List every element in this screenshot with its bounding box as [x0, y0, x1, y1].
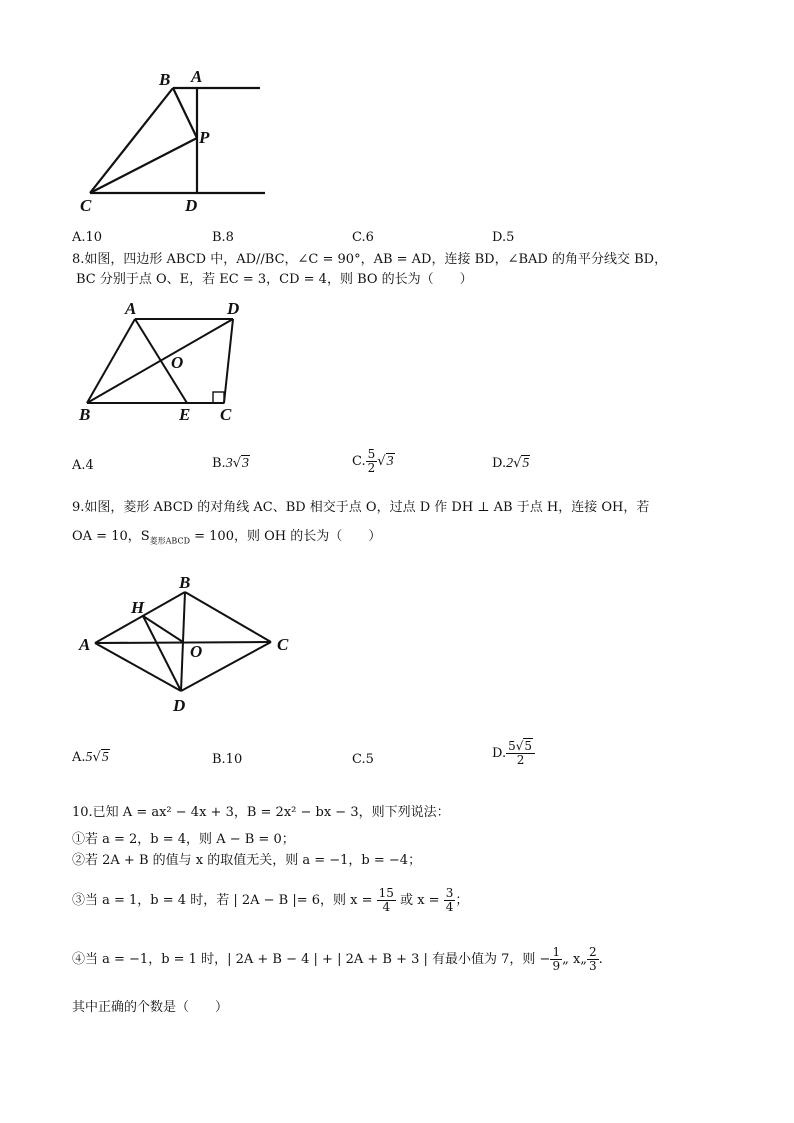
- q10-statement-4: ④当 a = −1，b = 1 时，| 2A + B − 4 | + | 2A + B + 3 | 有最小值为 7，则 − $\frac{1}{9}$ „ x„ $\frac{2}{3}$ .: [72, 945, 603, 973]
- q9-line2: OA = 10，$S_{菱形ABCD} = 100$，则 OH 的长为（ ）: [72, 529, 382, 546]
- label-d: D: [173, 696, 186, 715]
- label-d: D: [227, 299, 240, 318]
- label-o: O: [190, 642, 203, 661]
- q7-option-d: D.5: [492, 230, 515, 245]
- q8-option-d: D.2√5: [492, 456, 530, 471]
- label-d: D: [185, 196, 198, 215]
- label-c: C: [277, 635, 289, 654]
- q8-option-a: A.4: [72, 458, 94, 473]
- q8-line2: BC 分别于点 O、E，若 EC = 3，CD = 4，则 BO 的长为（ ）: [76, 272, 473, 287]
- q9-option-d: D. $\frac{5√5}{2}$: [492, 740, 535, 767]
- q9-option-c: C.5: [352, 752, 374, 767]
- q10-statement-3: ③当 a = 1，b = 4 时，若 | 2A − B |= 6，则 x = $\frac{15}{4}$ 或 x = $\frac{3}{4}$ ；: [72, 886, 469, 914]
- label-h: H: [131, 598, 145, 617]
- q9-line1: 9.如图，菱形 ABCD 的对角线 AC、BD 相交于点 O，过点 D 作 DH ⊥ AB 于点 H，连接 OH，若: [72, 500, 650, 515]
- q9-option-a: A.5√5: [72, 750, 109, 765]
- label-a: A: [79, 635, 91, 654]
- label-c: C: [220, 405, 232, 424]
- q10-intro: 10.已知 A = ax² − 4x + 3，B = 2x² − bx − 3，则下列说法：: [72, 805, 450, 820]
- figure-q9: [75, 570, 305, 720]
- q7-option-b: B.8: [212, 230, 234, 245]
- q10-question: 其中正确的个数是（ ）: [72, 1000, 229, 1015]
- q10-statement-2: ②若 2A + B 的值与 x 的取值无关，则 a = −1，b = −4；: [72, 853, 422, 868]
- q10-statement-1: ①若 a = 2，b = 4，则 A − B = 0；: [72, 832, 295, 847]
- label-a: A: [125, 299, 137, 318]
- label-p: P: [199, 128, 210, 147]
- label-b: B: [159, 70, 171, 89]
- label-b: B: [79, 405, 91, 424]
- q7-option-c: C.6: [352, 230, 374, 245]
- label-o: O: [171, 353, 184, 372]
- q8-line1: 8.如图，四边形 ABCD 中，AD//BC，∠C = 90°，AB = AD，连接 BD，∠BAD 的角平分线交 BD，: [72, 252, 668, 267]
- q9-option-b: B.10: [212, 752, 243, 767]
- label-a: A: [191, 67, 203, 86]
- figure-q7: [75, 65, 275, 215]
- q7-option-a: A.10: [72, 230, 103, 245]
- q8-option-b: B.3√3: [212, 456, 249, 471]
- label-b: B: [179, 573, 191, 592]
- label-c: C: [80, 196, 92, 215]
- label-e: E: [179, 405, 191, 424]
- q8-option-c: C. $\frac{5}{2}$ √3: [352, 447, 394, 475]
- figure-q8: [75, 298, 250, 428]
